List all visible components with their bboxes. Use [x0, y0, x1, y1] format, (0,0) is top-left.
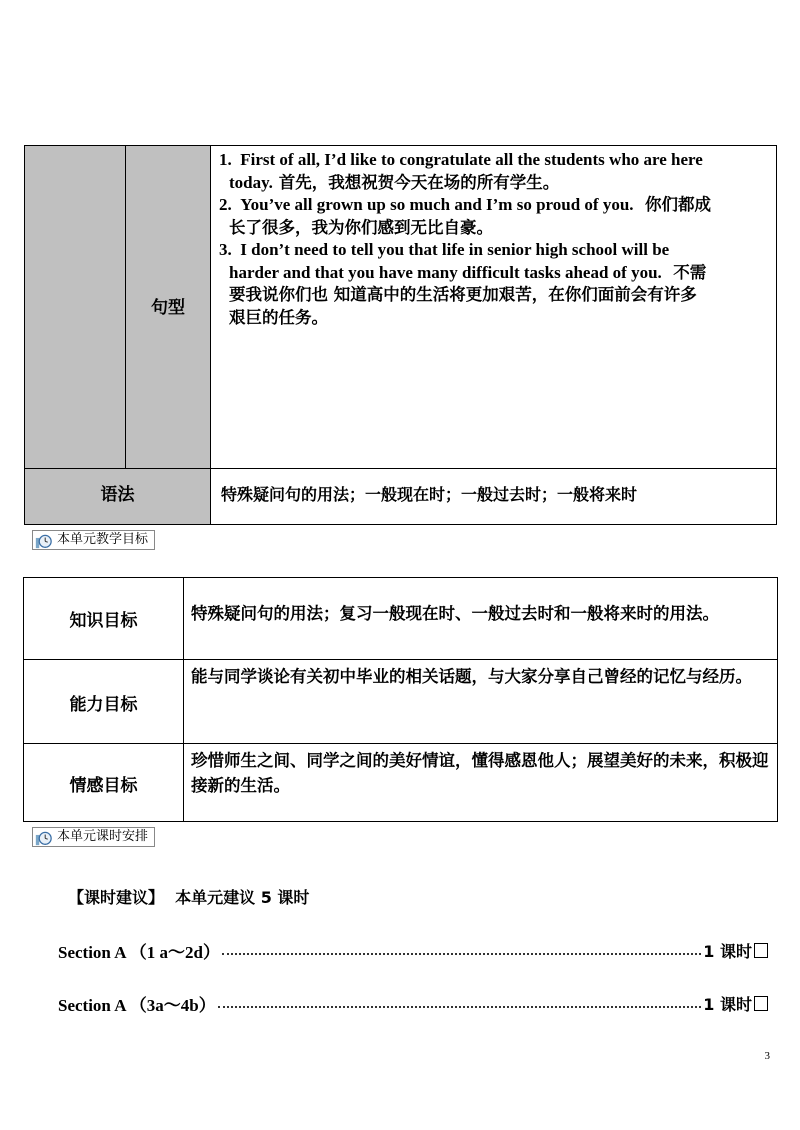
- goal-row: [24, 578, 777, 659]
- grammar-value: 特殊疑问句的用法；一般现在时；一般过去时；一般将来时: [221, 485, 638, 504]
- pattern-label-cell: [126, 146, 211, 468]
- clock-icon: [35, 829, 52, 846]
- sentence-1: 1. First of all, I’d like to congratulate all the students who are here today. 首先，我想祝贺今天在场的所有学生。: [219, 150, 703, 192]
- sentence-pattern-table: [24, 145, 777, 525]
- section-name: Section A （1 a～2d）: [58, 942, 220, 962]
- leader-dots: [222, 953, 701, 955]
- goal-label: 能力目标: [24, 660, 184, 744]
- section-hours: 1 课时: [703, 992, 768, 1015]
- goal-value: 珍惜师生之间、同学之间的美好情谊，懂得感恩他人；展望美好的未来，积极迎接新的生活。: [191, 751, 769, 795]
- page-number: 3: [764, 1050, 770, 1062]
- section-name: Section A （3a～4b）: [58, 995, 216, 1015]
- section-hours: 1 课时: [703, 939, 768, 962]
- pattern-sentences: [211, 146, 776, 468]
- lesson-suggestion: [68, 885, 309, 908]
- leader-dots: [218, 1006, 702, 1008]
- goal-label: 情感目标: [24, 744, 184, 822]
- pattern-label: 句型: [151, 298, 185, 318]
- teaching-goals-table: [23, 577, 778, 822]
- suggestion-bracket: 【课时建议】: [68, 888, 165, 907]
- suggestion-text: 本单元建议 5 课时: [175, 888, 310, 907]
- schedule-section-title: 本单元课时安排: [57, 829, 149, 844]
- clock-icon: [35, 532, 52, 549]
- goals-section-tab: [32, 530, 155, 550]
- sentence-3: 3. I don’t need to tell you that life in senior high school will be harder and that you have many difficult tasks ahead of you. 不需 要我说你们也 知道高中的生活将更加艰苦，在你们面前会有许多 艰巨的任务。: [219, 240, 707, 327]
- goal-row: [24, 743, 777, 822]
- schedule-section-tab: [32, 827, 155, 847]
- schedule-item: [58, 938, 768, 962]
- checkbox-icon: [754, 996, 768, 1011]
- goal-row: [24, 659, 777, 744]
- blank-gray-cell: [25, 146, 126, 468]
- sentence-2: 2. You’ve all grown up so much and I’m so proud of you. 你们都成 长了很多，我为你们感到无比自豪。: [219, 195, 712, 237]
- goal-label: 知识目标: [24, 578, 184, 659]
- checkbox-icon: [754, 943, 768, 958]
- grammar-label: 语法: [25, 469, 211, 524]
- goals-section-title: 本单元教学目标: [57, 532, 149, 547]
- grammar-row: [25, 468, 776, 524]
- goal-value: 能与同学谈论有关初中毕业的相关话题，与大家分享自己曾经的记忆与经历。: [191, 667, 752, 686]
- goal-value: 特殊疑问句的用法；复习一般现在时、一般过去时和一般将来时的用法。: [191, 604, 719, 623]
- schedule-item: [58, 991, 768, 1015]
